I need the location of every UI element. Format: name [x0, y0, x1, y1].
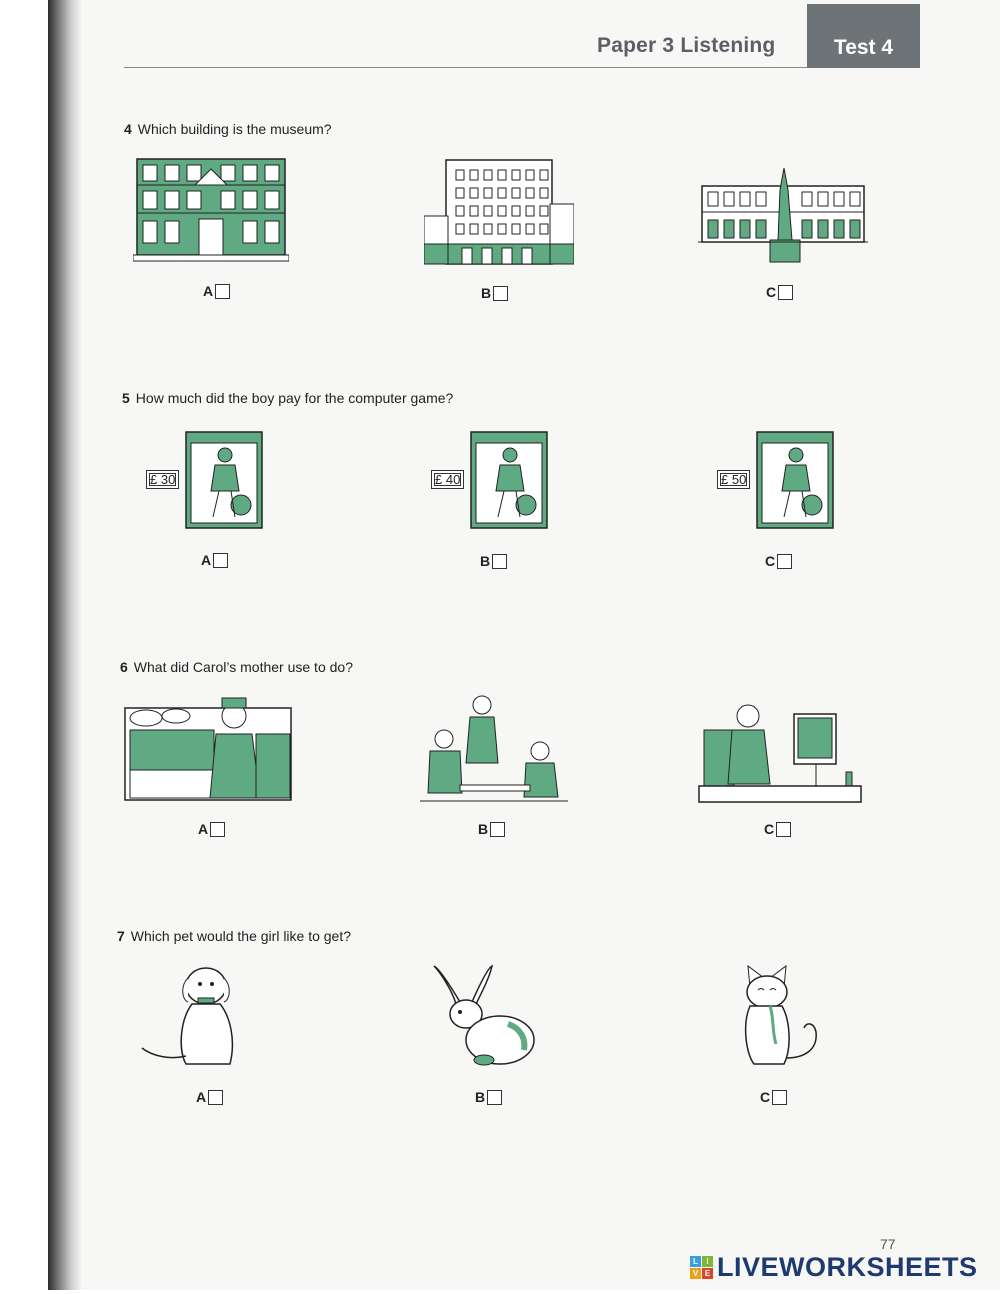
book-gutter — [48, 0, 82, 1290]
question-number: 5 — [122, 390, 130, 406]
office-worker-computer-image — [698, 700, 862, 804]
large-green-building-image — [133, 155, 289, 263]
checkbox-7c[interactable] — [772, 1090, 787, 1105]
option-4b[interactable]: B — [481, 285, 508, 301]
question-number: 4 — [124, 121, 132, 137]
checkbox-7a[interactable] — [208, 1090, 223, 1105]
checkbox-6a[interactable] — [210, 822, 225, 837]
question-number: 7 — [117, 928, 125, 944]
football-game-box-b — [470, 431, 548, 529]
option-5a[interactable]: A — [201, 552, 228, 568]
checkbox-5a[interactable] — [213, 553, 228, 568]
option-6a[interactable]: A — [198, 821, 225, 837]
rabbit-image — [430, 962, 538, 1068]
price-tag-a: £ 30 — [146, 470, 179, 489]
question-number: 6 — [120, 659, 128, 675]
checkbox-5b[interactable] — [492, 554, 507, 569]
question-text: Which building is the museum? — [137, 121, 332, 137]
option-4c[interactable]: C — [766, 284, 793, 300]
brand-logo-icon: L I V E — [690, 1256, 713, 1279]
question-5 — [122, 390, 453, 406]
dog-image — [140, 960, 240, 1068]
checkbox-5c[interactable] — [777, 554, 792, 569]
football-game-box-a — [185, 431, 263, 529]
question-text: How much did the boy pay for the computer game? — [135, 390, 454, 406]
question-text: What did Carol’s mother use to do? — [133, 659, 353, 675]
brand-name: LIVEWORKSHEETS — [717, 1252, 978, 1282]
option-4a[interactable]: A — [203, 283, 230, 299]
option-7b[interactable]: B — [475, 1089, 502, 1105]
option-6b[interactable]: B — [478, 821, 505, 837]
section-title: Paper 3 Listening — [597, 34, 776, 57]
tall-office-building-image — [424, 156, 574, 266]
option-6c[interactable]: C — [764, 821, 791, 837]
question-6 — [120, 659, 353, 675]
cat-image — [740, 962, 822, 1068]
price-tag-b: £ 40 — [431, 470, 464, 489]
option-5b[interactable]: B — [480, 553, 507, 569]
checkbox-6b[interactable] — [490, 822, 505, 837]
checkbox-7b[interactable] — [487, 1090, 502, 1105]
bakery-shop-assistant-image — [124, 694, 292, 802]
question-7 — [117, 928, 351, 944]
football-game-box-c — [756, 431, 834, 529]
test-tab: Test 4 — [807, 4, 920, 68]
checkbox-4c[interactable] — [778, 285, 793, 300]
option-5c[interactable]: C — [765, 553, 792, 569]
checkbox-6c[interactable] — [776, 822, 791, 837]
option-7c[interactable]: C — [760, 1089, 787, 1105]
question-text: Which pet would the girl like to get? — [130, 928, 352, 944]
price-tag-c: £ 50 — [717, 470, 750, 489]
liveworksheets-logo — [690, 1252, 978, 1283]
checkbox-4a[interactable] — [215, 284, 230, 299]
question-4 — [124, 121, 332, 137]
building-with-statue-image — [698, 160, 868, 264]
waitress-restaurant-image — [420, 693, 568, 803]
option-7a[interactable]: A — [196, 1089, 223, 1105]
header-divider — [124, 67, 808, 68]
checkbox-4b[interactable] — [493, 286, 508, 301]
page-number: 77 — [880, 1236, 896, 1252]
